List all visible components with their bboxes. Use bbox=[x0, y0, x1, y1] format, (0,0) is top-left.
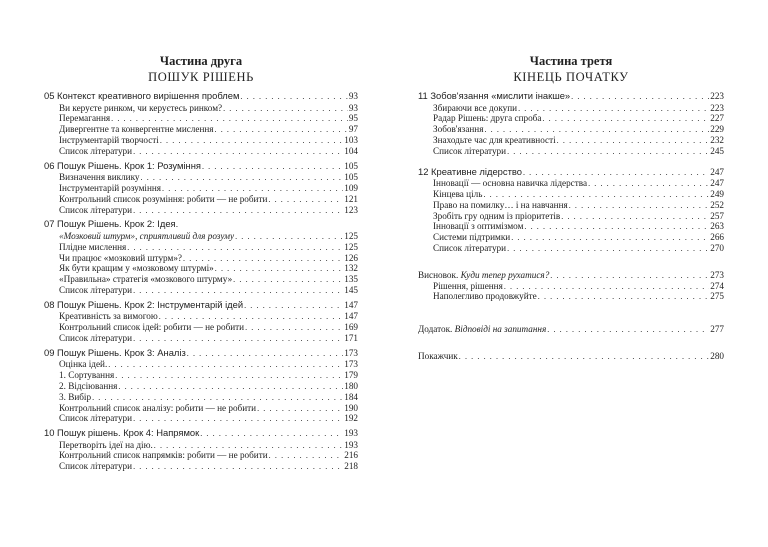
toc-entry[interactable]: Плідне мислення . . . 125 bbox=[44, 242, 358, 253]
toc-entry[interactable]: Інструментарій розуміння . . . 109 bbox=[44, 183, 358, 194]
toc-entry[interactable]: Зобов'язання . . . 229 bbox=[418, 124, 724, 135]
toc-entry[interactable]: Список літератури . . . 218 bbox=[44, 461, 358, 472]
conclusion-title: Куди тепер рухатися? bbox=[460, 269, 550, 280]
toc-conclusion[interactable]: Висновок. Куди тепер рухатися? . . . 273 bbox=[418, 270, 724, 281]
part-label: Частина третя bbox=[529, 54, 613, 68]
toc-entry[interactable]: Чи працює «мозковий штурм»? . . . 126 bbox=[44, 253, 358, 264]
toc-entry[interactable]: Радар Рішень: друга спроба . . . 227 bbox=[418, 113, 724, 124]
part-title: КІНЕЦЬ ПОЧАТКУ bbox=[513, 70, 629, 84]
toc-chapter[interactable]: 12 Креативне лідерство . . . 247 bbox=[418, 166, 724, 179]
toc-entry[interactable]: Зробіть гру одним із пріоритетів . . . 257 bbox=[418, 211, 724, 222]
toc-right bbox=[418, 90, 724, 362]
toc-entry[interactable]: Контрольний список напрямків: робити — не робити . . . 216 bbox=[44, 450, 358, 461]
toc-entry[interactable]: Оцінка ідей. . . . 173 bbox=[44, 359, 358, 370]
toc-entry[interactable]: Інновації — основна навичка лідерства . . . 247 bbox=[418, 178, 724, 189]
toc-chapter[interactable]: 05 Контекст креативного вирішення проблем . . . 93 bbox=[44, 90, 358, 103]
part-label: Частина друга bbox=[159, 54, 243, 68]
toc-entry[interactable]: 2. Відсіювання . . . 180 bbox=[44, 381, 358, 392]
toc-entry[interactable]: «Правильна» стратегія «мозкового штурму» . . . 135 bbox=[44, 274, 358, 285]
toc-left bbox=[44, 90, 358, 472]
toc-entry[interactable]: Інструментарій творчості . . . 103 bbox=[44, 135, 358, 146]
toc-entry[interactable]: Контрольний список аналізу: робити — не робити . . . 190 bbox=[44, 403, 358, 414]
toc-entry[interactable]: Рішення, рішення . . . 274 bbox=[418, 281, 724, 292]
toc-entry[interactable]: Знаходьте час для креативності . . . 232 bbox=[418, 135, 724, 146]
toc-entry[interactable]: Контрольний список ідей: робити — не робити . . . 169 bbox=[44, 322, 358, 333]
toc-entry[interactable]: Список літератури . . . 192 bbox=[44, 413, 358, 424]
toc-entry[interactable]: «Мозковий штурм», сприятливий для розуму . . . 125 bbox=[44, 231, 358, 242]
toc-chapter[interactable]: 06 Пошук Рішень. Крок 1: Розуміння . . . 105 bbox=[44, 160, 358, 173]
toc-chapter[interactable]: 07 Пошук Рішень. Крок 2: Ідея. bbox=[44, 218, 179, 230]
toc-entry[interactable]: Право на помилку… і на навчання . . . 252 bbox=[418, 200, 724, 211]
toc-entry[interactable]: Контрольний список розуміння: робити — не робити . . . 121 bbox=[44, 194, 358, 205]
toc-entry[interactable]: Інновації з оптимізмом . . . 263 bbox=[418, 221, 724, 232]
toc-entry[interactable]: Список літератури . . . 171 bbox=[44, 333, 358, 344]
appendix-title: Відповіді на запитання bbox=[454, 324, 547, 335]
toc-entry[interactable]: Список літератури . . . 245 bbox=[418, 146, 724, 157]
toc-entry[interactable]: Перемагання . . . 95 bbox=[44, 113, 358, 124]
toc-entry[interactable]: Дивергентне та конвергентне мислення . . . 97 bbox=[44, 124, 358, 135]
toc-entry[interactable]: Наполегливо продовжуйте . . . 275 bbox=[418, 291, 724, 302]
toc-entry[interactable]: Як бути кращим у «мозковому штурмі» . . . 132 bbox=[44, 263, 358, 274]
conclusion-prefix: Висновок. bbox=[418, 269, 459, 280]
toc-index[interactable]: Покажчик . . . 280 bbox=[418, 351, 724, 362]
toc-entry[interactable]: Системи підтримки . . . 266 bbox=[418, 232, 724, 243]
toc-entry[interactable]: Список літератури . . . 270 bbox=[418, 243, 724, 254]
toc-entry[interactable]: Список літератури . . . 123 bbox=[44, 205, 358, 216]
toc-entry[interactable]: Креативність за вимогою . . . 147 bbox=[44, 311, 358, 322]
appendix-prefix: Додаток. bbox=[418, 324, 453, 335]
toc-entry[interactable]: Визначення виклику . . . 105 bbox=[44, 172, 358, 183]
toc-chapter[interactable]: 08 Пошук Рішень. Крок 2: Інструментарій ідей . . . 147 bbox=[44, 299, 358, 312]
toc-entry[interactable]: Список літератури . . . 104 bbox=[44, 146, 358, 157]
toc-entry[interactable]: Перетворіть ідеї на дію. . . . 193 bbox=[44, 440, 358, 451]
toc-entry[interactable]: 3. Вибір . . . 184 bbox=[44, 392, 358, 403]
toc-entry[interactable]: Ви керуєте ринком, чи керуєтесь ринком? . . . 93 bbox=[44, 103, 358, 114]
toc-entry[interactable]: Збираючи все докупи . . . 223 bbox=[418, 103, 724, 114]
right-page bbox=[418, 0, 724, 547]
toc-chapter[interactable]: 09 Пошук Рішень. Крок 3: Аналіз . . . 173 bbox=[44, 347, 358, 360]
toc-appendix[interactable]: Додаток. Відповіді на запитання . . . 277 bbox=[418, 324, 724, 335]
part-title: ПОШУК РІШЕНЬ bbox=[148, 70, 254, 84]
left-page bbox=[44, 0, 358, 547]
toc-entry[interactable]: 1. Сортування . . . 179 bbox=[44, 370, 358, 381]
toc-chapter[interactable]: 11 Зобов'язання «мислити інакше» . . . 223 bbox=[418, 90, 724, 103]
toc-entry[interactable]: Список літератури . . . 145 bbox=[44, 285, 358, 296]
toc-entry[interactable]: Кінцева ціль . . . 249 bbox=[418, 189, 724, 200]
toc-chapter[interactable]: 10 Пошук рішень. Крок 4: Напрямок . . . 193 bbox=[44, 427, 358, 440]
